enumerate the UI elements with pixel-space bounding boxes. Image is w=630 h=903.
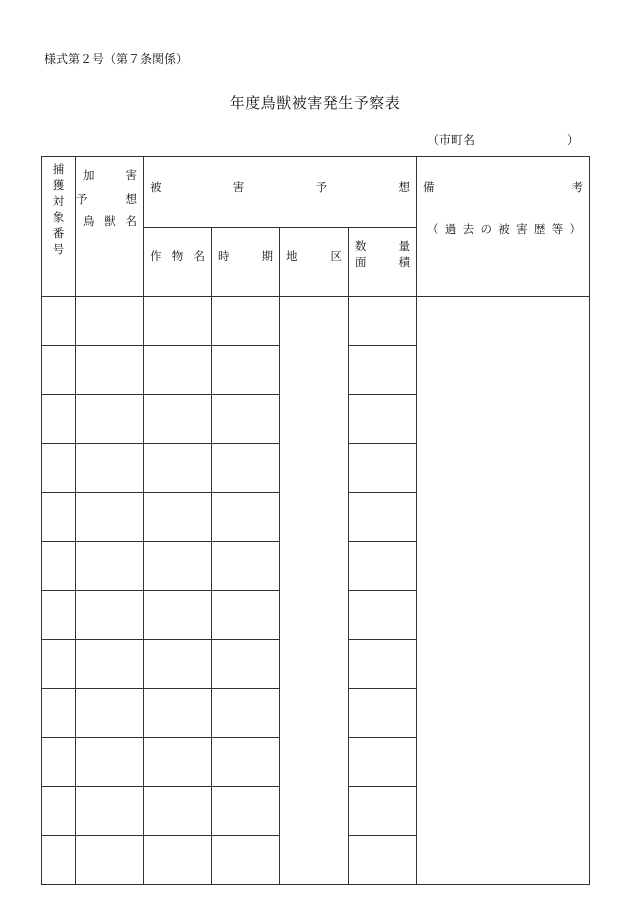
capture-number-cell[interactable] <box>42 591 76 640</box>
crop-name-cell[interactable] <box>144 444 212 493</box>
animal-name-cell[interactable] <box>76 395 144 444</box>
period-cell[interactable] <box>212 738 280 787</box>
quantity-cell[interactable] <box>349 836 417 885</box>
crop-name-header: 作 物 名 <box>144 228 212 297</box>
capture-number-cell[interactable] <box>42 444 76 493</box>
quantity-cell[interactable] <box>349 738 417 787</box>
period-cell[interactable] <box>212 346 280 395</box>
crop-name-cell[interactable] <box>144 787 212 836</box>
capture-number-cell[interactable] <box>42 542 76 591</box>
crop-name-cell[interactable] <box>144 346 212 395</box>
animal-name-cell[interactable] <box>76 493 144 542</box>
quantity-cell[interactable] <box>349 493 417 542</box>
quantity-cell[interactable] <box>349 640 417 689</box>
crop-name-cell[interactable] <box>144 395 212 444</box>
form-number: 様式第２号（第７条関係） <box>44 52 189 66</box>
crop-name-cell[interactable] <box>144 738 212 787</box>
period-cell[interactable] <box>212 640 280 689</box>
animal-name-cell[interactable] <box>76 591 144 640</box>
crop-name-cell[interactable] <box>144 591 212 640</box>
quantity-cell[interactable] <box>349 444 417 493</box>
district-header: 地 区 <box>280 228 349 297</box>
crop-name-cell[interactable] <box>144 836 212 885</box>
period-cell[interactable] <box>212 444 280 493</box>
quantity-cell[interactable] <box>349 787 417 836</box>
crop-name-cell[interactable] <box>144 493 212 542</box>
capture-number-cell[interactable] <box>42 395 76 444</box>
remarks-cell[interactable] <box>417 297 590 885</box>
quantity-cell[interactable] <box>349 297 417 346</box>
remarks-header: 備 考 （ 過 去 の 被 害 歴 等 ） <box>417 157 590 297</box>
animal-name-cell[interactable] <box>76 738 144 787</box>
animal-name-cell[interactable] <box>76 444 144 493</box>
table-body <box>42 297 590 885</box>
capture-number-cell[interactable] <box>42 787 76 836</box>
capture-number-cell[interactable] <box>42 346 76 395</box>
damage-forecast-header: 被 害 予 想 <box>144 157 417 228</box>
animal-name-cell[interactable] <box>76 346 144 395</box>
quantity-cell[interactable] <box>349 689 417 738</box>
period-cell[interactable] <box>212 689 280 738</box>
quantity-cell[interactable] <box>349 591 417 640</box>
quantity-area-header: 数 量 面 積 <box>349 228 417 297</box>
table-row <box>42 297 590 346</box>
capture-number-cell[interactable] <box>42 738 76 787</box>
period-header: 時 期 <box>212 228 280 297</box>
forecast-table <box>41 156 590 885</box>
crop-name-cell[interactable] <box>144 542 212 591</box>
document-title: 年度鳥獣被害発生予察表 <box>229 94 401 112</box>
capture-number-cell[interactable] <box>42 493 76 542</box>
crop-name-cell[interactable] <box>144 640 212 689</box>
municipality-line <box>427 131 579 148</box>
animal-name-cell[interactable] <box>76 640 144 689</box>
animal-name-cell[interactable] <box>76 297 144 346</box>
capture-number-cell[interactable] <box>42 689 76 738</box>
quantity-cell[interactable] <box>349 542 417 591</box>
period-cell[interactable] <box>212 493 280 542</box>
period-cell[interactable] <box>212 297 280 346</box>
period-cell[interactable] <box>212 836 280 885</box>
animal-name-cell[interactable] <box>76 787 144 836</box>
crop-name-cell[interactable] <box>144 689 212 738</box>
period-cell[interactable] <box>212 591 280 640</box>
animal-name-cell[interactable] <box>76 836 144 885</box>
remarks-subheader: （ 過 去 の 被 害 歴 等 ） <box>427 222 581 236</box>
quantity-cell[interactable] <box>349 346 417 395</box>
animal-name-cell[interactable] <box>76 542 144 591</box>
animal-name-cell[interactable] <box>76 689 144 738</box>
municipality-label: （市町名 <box>427 133 476 147</box>
capture-number-cell[interactable] <box>42 640 76 689</box>
capture-number-cell[interactable] <box>42 836 76 885</box>
capture-number-cell[interactable] <box>42 297 76 346</box>
period-cell[interactable] <box>212 542 280 591</box>
district-cell[interactable] <box>280 297 349 885</box>
quantity-cell[interactable] <box>349 395 417 444</box>
capture-number-header: 捕 獲 対 象 番 号 <box>42 157 76 297</box>
municipality-close: ） <box>567 133 580 147</box>
period-cell[interactable] <box>212 395 280 444</box>
crop-name-cell[interactable] <box>144 297 212 346</box>
expected-animal-header: 加 害 予 想 鳥 獣 名 <box>76 157 144 297</box>
period-cell[interactable] <box>212 787 280 836</box>
